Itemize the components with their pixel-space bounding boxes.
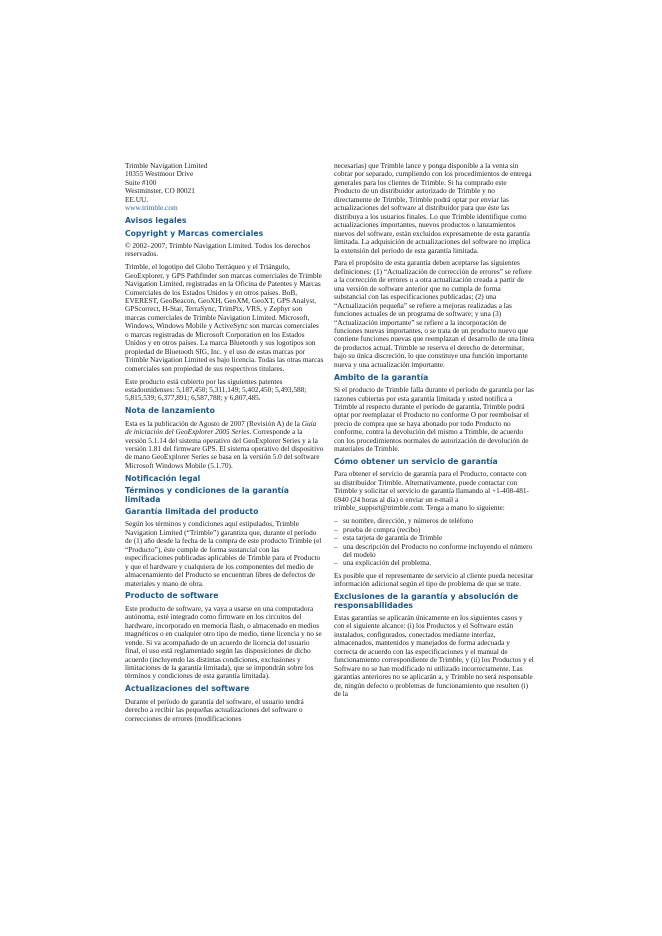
warranty-terms-heading: Términos y condiciones de la garantía limitada xyxy=(125,486,289,504)
list-item: – una descripción del Producto no conforme incluyendo el número del modelo xyxy=(334,543,534,560)
warranty-service-paragraph: Para obtener el servicio de garantía para el Producto, contacte con su distribuidor Trimble. Alternativamente, puede contactar con Trimble y solicitar el servicio de garantía llamando al +1-408-481-6940 (24 horas al día) o enviar un e-mail a trimble_support@trimble.com. Tenga a mano lo siguiente: xyxy=(334,469,529,513)
warranty-service-heading: Cómo obtener un servicio de garantía xyxy=(334,457,498,467)
address-line: Westminster, CO 80021 xyxy=(125,186,195,196)
company-address xyxy=(125,162,324,204)
guide-title: Guía de iniciación del GeoExplorer 2005 Series xyxy=(125,418,317,437)
list-item: – esta tarjeta de garantía de Trimble xyxy=(334,534,534,542)
release-notice-paragraph xyxy=(125,420,324,471)
list-item: – una explicación del problema. xyxy=(334,559,534,567)
left-column xyxy=(125,162,324,727)
list-item: – prueba de compra (recibo) xyxy=(334,526,534,534)
product-warranty-heading: Garantía limitada del producto xyxy=(125,506,259,516)
release-notice-heading: Nota de lanzamiento xyxy=(125,406,215,416)
address-line: Trimble Navigation Limited xyxy=(125,161,208,170)
warranty-scope-paragraph: Si el producto de Trimble falla durante el período de garantía por las razones cubiertas por esta garantía limitada y usted notifica a Trimble al respecto durante el período de garantía, Trimble podrá optar por reemplazar el Producto no conforme O por reembolsar el precio de compra que se haya abonado por todo Producto no conforme, contra la devolución del mismo a Trimble, de acuerdo con los procedimientos normales de autorización de devolución de materiales de Trimble. xyxy=(334,385,534,454)
address-line: Suite #100 xyxy=(125,177,157,187)
definitions-paragraph: Para el propósito de esta garantía deben aceptarse las siguientes definiciones: (1) “Actualización de corrección de errores” se refiere a la corrección de errores u a otra actualización creada a partir de una versión de software anterior que no cumpla de forma substancial con las especificaciones publicadas; (2) una “Actualización pequeña” se refiere a mejoras realizadas a las funciones actuales de un programa de software; y una (3) “Actualización importante” se refiere a la incorporación de funciones nuevas importantes, o se trata de un producto nuevo que contiene funciones nuevas que reemplazan el desarrollo de una línea de productos actual. Trimble se reserva el derecho de determinar, bajo su única discreción, lo que constituye una función importante nueva y una actualización importante. xyxy=(334,258,534,369)
release-text-b: . Corresponde a la versión 5.1.14 del sistema operativo del GeoExplorer Series y a la versión 1.81 del firmware GPS. El sistema operativo del dispositivo de mano GeoExplorer Series se basa en la versión 5.0 del software Microsoft Windows Mobile (5.1.70). xyxy=(125,427,324,470)
copyright-heading: Copyright y Marcas comerciales xyxy=(125,228,264,238)
software-product-heading: Producto de software xyxy=(125,591,219,601)
software-updates-heading: Actualizaciones del software xyxy=(125,684,250,694)
trademarks-paragraph: Trimble, el logotipo del Globo Terráqueo y el Triángulo, GeoExplorer, y GPS Pathfinder son marcas comerciales de Trimble Navigation Limited, registradas en la Oficina de Patentes y Marcas Comerciales de los Estados Unidos y en otros países. BoB, EVEREST, GeoBeacon, GeoXH, GeoXM, GeoXT, GPS Analyst, GPScorrect, H-Star, TerraSync, TrimPix, VRS, y Zephyr son marcas comerciales de Trimble Navigation Limited. Microsoft, Windows, Windows Mobile y ActiveSync son marcas comerciales o marcas registradas de Microsoft Corporation en los Estados Unidos y en otros países. La marca Bluetooth y sus logotipos son propiedad de Bluetooth SIG, Inc. y el uso de estas marcas por Trimble Navigation Limited es bajo licencia. Todas las otras marcas comerciales son propiedad de sus respectivos titulares. xyxy=(125,262,324,373)
updates-continued-paragraph: necesarias) que Trimble lance y ponga disponible a la venta sin cobrar por separado, cumpliendo con los procedimientos de entrega generales para los clientes de Trimble. Si ha comprado este Producto de un distribuidor autorizado de Trimble y no directamente de Trimble, Trimble podrá optar por enviar las actualizaciones del software al distribuidor para que éste las distribuya a los usuarios finales. Lo que Trimble identifique como actualizaciones importantes, nuevos productos o lanzamientos nuevos del software, están excluidos expresamente de esta garantía limitada. La adquisición de actualizaciones del software no implica la extensión del período de esta garantía limitada. xyxy=(334,161,532,255)
legal-notice-heading: Notificación legal xyxy=(125,473,201,483)
service-additional-paragraph: Es posible que el representante de servicio al cliente pueda necesitar información adicional según el tipo de problema de que se trate. xyxy=(334,570,534,589)
warranty-scope-heading: Ambito de la garantía xyxy=(334,372,429,382)
address-line: EE.UU. xyxy=(125,194,149,204)
software-updates-paragraph: Durante el período de garantía del software, el usuario tendrá derecho a recibir las pequeñas actualizaciones del software o correcciones de errores (modificaciones xyxy=(125,696,304,723)
service-requirements-list xyxy=(334,517,534,568)
software-product-paragraph: Este producto de software, ya vaya a usarse en una computadora autónoma, esté integrado como firmware en los circuitos del hardware, incorporado en memoria flash, o almacenado en medios magnéticos o en cualquier otro tipo de medio, tiene licencia y no se vende. Si va acompañado de un acuerdo de licencia del usuario final, el uso está reglamentado según las disposiciones de dicho acuerdo (incluyendo las distintas condiciones, exclusiones y limitaciones de la garantía limitada), que se impondrán sobre los términos y condiciones de esta garantía limitada). xyxy=(125,603,322,681)
avisos-legales-heading: Avisos legales xyxy=(125,216,187,226)
product-warranty-paragraph: Según los términos y condiciones aquí estipulados, Trimble Navigation Limited (“Trimble”) garantiza que, durante el período de (1) año desde la fecha de la compra de este producto Trimble (el “Producto”), éste cumple de forma sustancial con las especificaciones publicadas aplicables de Trimble para el Producto y que el hardware y cualquiera de los componentes del medio de almacenamiento del Producto se encuentran libres de defectos de materiales y mano de obra. xyxy=(125,519,322,588)
list-item: – su nombre, dirección, y números de teléfono xyxy=(334,517,534,525)
right-column xyxy=(334,162,534,703)
exclusions-heading: Exclusiones de la garantía y absolución de responsabilidades xyxy=(334,592,519,610)
exclusions-paragraph: Estas garantías se aplicarán únicamente en los siguientes casos y con el siguiente alcance: (i) los Productos y el Software están instalados, configurados, conectados mediante interfaz, almacenados, mantenidos y manejados de forma adecuada y correcta de acuerdo con las especificaciones y el manual de funcionamiento correspondiente de Trimble, y (ii) los Productos y el Software no se han modificado ni utilizado incorrectamente. Las garantías anteriores no se aplicarán a, y Trimble no será responsable de, ningún defecto o problemas de funcionamiento que resulten (i) de la xyxy=(334,612,534,699)
website-link[interactable]: www.trimble.com xyxy=(125,203,178,213)
copyright-paragraph: © 2002–2007, Trimble Navigation Limited. Todos los derechos reservados. xyxy=(125,240,311,259)
patents-paragraph: Este producto está cubierto por las siguientes patentes estadounidenses: 5,187,450; 5,311,149; 5,402,450; 5,493,588; 5,815,539; 6,377,891; 6,587,788; y 6,807,485. xyxy=(125,376,307,403)
release-text-a: Esta es la publicación de Agosto de 2007 (Revisión A) de la xyxy=(125,418,302,428)
address-line: 10355 Westmoor Drive xyxy=(125,169,194,179)
